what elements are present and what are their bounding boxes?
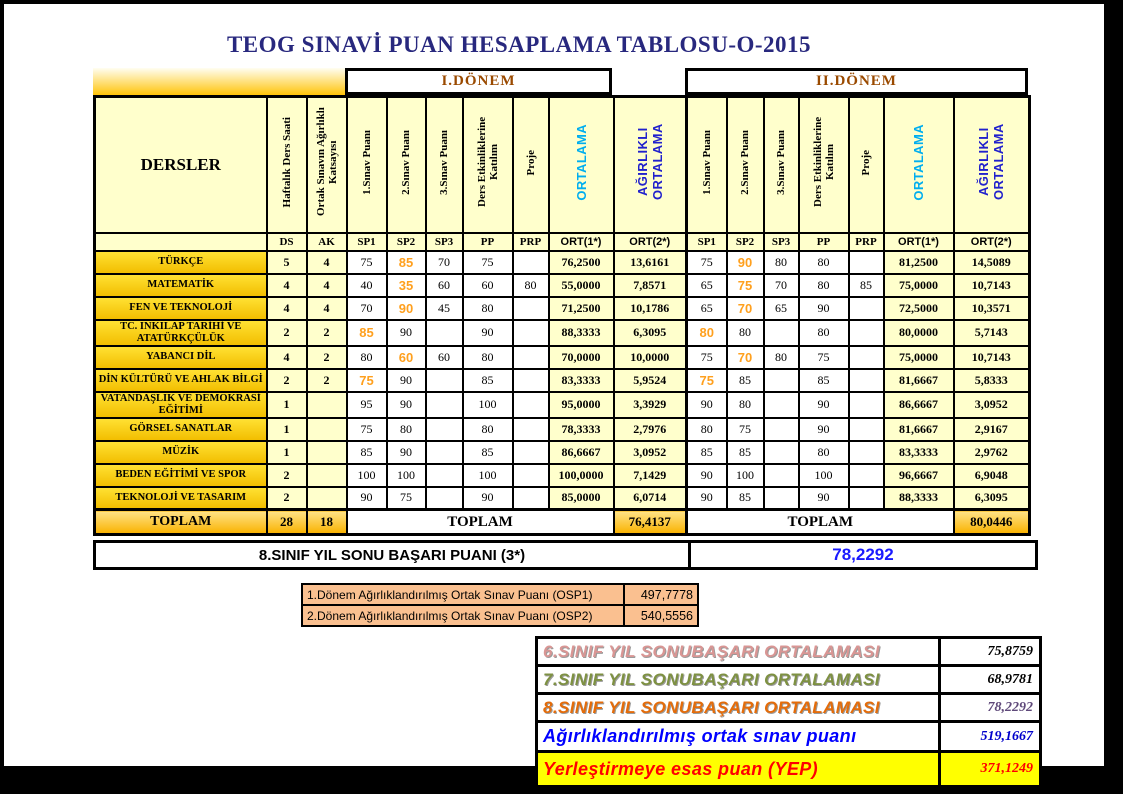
agirlikli-ortalama-value-cell: 7,8571	[614, 274, 687, 297]
column-header-exam: 3.Sınav Puanı	[764, 97, 799, 233]
column-header-exam: 3.Sınav Puanı	[426, 97, 463, 233]
exam-score-cell: 70	[426, 251, 463, 274]
summary-row-label: Yerleştirmeye esas puan (YEP)	[543, 758, 819, 779]
course-name-cell: YABANCI DİL	[95, 346, 267, 369]
ds-value-cell: 5	[267, 251, 307, 274]
exam-score-cell	[513, 464, 549, 487]
ortalama-value-cell: 70,0000	[549, 346, 614, 369]
course-name-cell: GÖRSEL SANATLAR	[95, 418, 267, 441]
column-header-exam: 2.Sınav Puanı	[727, 97, 764, 233]
course-name-cell: MATEMATİK	[95, 274, 267, 297]
exam-score-cell	[849, 297, 884, 320]
exam-score-cell	[849, 346, 884, 369]
column-header-ortalama: ORTALAMA	[884, 97, 954, 233]
course-name-cell: TEKNOLOJİ VE TASARIM	[95, 487, 267, 510]
exam-score-cell	[849, 464, 884, 487]
exam-score-cell: 90	[727, 251, 764, 274]
agirlikli-ortalama-value-cell: 2,9167	[954, 418, 1030, 441]
agirlikli-ortalama-value-cell: 10,0000	[614, 346, 687, 369]
toplam-mid-label-d1: TOPLAM	[347, 510, 614, 535]
exam-score-cell: 90	[799, 487, 849, 510]
exam-score-cell: 80	[764, 251, 799, 274]
summary-row-value: 75,8759	[938, 639, 1039, 664]
ortalama-value-cell: 75,0000	[884, 274, 954, 297]
exam-score-cell	[849, 441, 884, 464]
ds-value-cell: 2	[267, 369, 307, 392]
exam-score-cell	[849, 369, 884, 392]
course-name-cell: VATANDAŞLIK VE DEMOKRASİ EĞİTİMİ	[95, 392, 267, 418]
course-name-cell: FEN VE TEKNOLOJİ	[95, 297, 267, 320]
exam-score-cell: 90	[387, 392, 426, 418]
column-header-ortalama: ORTALAMA	[549, 97, 614, 233]
column-header-exam: Proje	[513, 97, 549, 233]
exam-score-cell	[764, 441, 799, 464]
column-header-exam: Proje	[849, 97, 884, 233]
summary-row-value: 519,1667	[938, 723, 1039, 750]
toplam-label: TOPLAM	[95, 510, 267, 535]
summary-row-3	[538, 720, 1039, 750]
exam-score-cell: 80	[799, 251, 849, 274]
code-ao: ORT(2*)	[954, 233, 1030, 251]
year-end-score-band	[93, 540, 1038, 570]
exam-score-cell: 80	[799, 274, 849, 297]
code-sp: PP	[463, 233, 513, 251]
ortalama-value-cell: 71,2500	[549, 297, 614, 320]
code-sp: SP1	[347, 233, 387, 251]
exam-score-cell: 60	[426, 346, 463, 369]
exam-score-cell: 60	[463, 274, 513, 297]
exam-score-cell: 90	[799, 297, 849, 320]
code-sp: PRP	[849, 233, 884, 251]
summary-row-0	[538, 639, 1039, 664]
exam-score-cell: 75	[347, 418, 387, 441]
exam-score-cell: 75	[727, 274, 764, 297]
ds-value-cell: 4	[267, 297, 307, 320]
exam-score-cell: 80	[687, 320, 727, 346]
exam-score-cell	[513, 297, 549, 320]
osp1-row	[303, 585, 697, 604]
exam-score-cell: 90	[687, 464, 727, 487]
exam-score-cell: 85	[849, 274, 884, 297]
exam-score-cell: 80	[463, 297, 513, 320]
ortalama-value-cell: 86,6667	[884, 392, 954, 418]
exam-score-cell	[764, 464, 799, 487]
ak-value-cell	[307, 487, 347, 510]
exam-score-cell	[426, 464, 463, 487]
column-header-exam: Ders Etkinliklerine Katılım	[799, 97, 849, 233]
ortalama-value-cell: 88,3333	[884, 487, 954, 510]
osp-table	[301, 583, 699, 627]
semester1-header: I.DÖNEM	[345, 68, 612, 95]
exam-score-cell: 80	[799, 441, 849, 464]
exam-score-cell: 100	[387, 464, 426, 487]
exam-score-cell: 90	[387, 320, 426, 346]
osp1-label: 1.Dönem Ağırlıklandırılmış Ortak Sınav Puanı (OSP1)	[307, 587, 593, 602]
exam-score-cell: 90	[347, 487, 387, 510]
exam-score-cell	[849, 320, 884, 346]
exam-score-cell: 65	[764, 297, 799, 320]
code-ao: ORT(2*)	[614, 233, 687, 251]
ortalama-value-cell: 83,3333	[549, 369, 614, 392]
agirlikli-ortalama-value-cell: 14,5089	[954, 251, 1030, 274]
ortalama-value-cell: 72,5000	[884, 297, 954, 320]
column-header-exam: 2.Sınav Puanı	[387, 97, 426, 233]
exam-score-cell: 65	[687, 274, 727, 297]
exam-score-cell: 75	[799, 346, 849, 369]
ds-value-cell: 4	[267, 346, 307, 369]
exam-score-cell: 85	[463, 369, 513, 392]
exam-score-cell: 90	[799, 392, 849, 418]
ortalama-value-cell: 81,6667	[884, 418, 954, 441]
agirlikli-ortalama-value-cell: 6,0714	[614, 487, 687, 510]
exam-score-cell: 85	[347, 320, 387, 346]
agirlikli-ortalama-value-cell: 6,3095	[614, 320, 687, 346]
ak-value-cell: 2	[307, 346, 347, 369]
ortalama-value-cell: 55,0000	[549, 274, 614, 297]
agirlikli-ortalama-value-cell: 2,9762	[954, 441, 1030, 464]
code-ak: AK	[307, 233, 347, 251]
code-ds: DS	[267, 233, 307, 251]
course-name-cell: DİN KÜLTÜRÜ VE AHLAK BİLGİ	[95, 369, 267, 392]
exam-score-cell: 35	[387, 274, 426, 297]
ak-value-cell	[307, 418, 347, 441]
exam-score-cell	[764, 418, 799, 441]
exam-score-cell: 80	[687, 418, 727, 441]
exam-score-cell: 100	[463, 464, 513, 487]
page-title: TEOG SINAVİ PUAN HESAPLAMA TABLOSU-O-2015	[226, 32, 812, 57]
ortalama-value-cell: 81,2500	[884, 251, 954, 274]
exam-score-cell: 85	[463, 441, 513, 464]
exam-score-cell: 60	[387, 346, 426, 369]
exam-score-cell: 100	[799, 464, 849, 487]
exam-score-cell: 100	[727, 464, 764, 487]
column-header-agirlikli-ortalama: AĞIRLIKLI ORTALAMA	[954, 97, 1030, 233]
course-name-cell: BEDEN EĞİTİMİ VE SPOR	[95, 464, 267, 487]
agirlikli-ortalama-value-cell: 10,3571	[954, 297, 1030, 320]
code-sp: SP1	[687, 233, 727, 251]
exam-score-cell: 100	[463, 392, 513, 418]
exam-score-cell	[513, 346, 549, 369]
ortalama-value-cell: 83,3333	[884, 441, 954, 464]
ortalama-value-cell: 81,6667	[884, 369, 954, 392]
score-table	[93, 95, 1031, 536]
agirlikli-ortalama-value-cell: 10,7143	[954, 274, 1030, 297]
exam-score-cell: 85	[347, 441, 387, 464]
exam-score-cell: 85	[687, 441, 727, 464]
exam-score-cell: 90	[387, 297, 426, 320]
summary-row-value: 371,1249	[938, 753, 1039, 785]
agirlikli-ortalama-value-cell: 10,1786	[614, 297, 687, 320]
code-sp: PRP	[513, 233, 549, 251]
ak-value-cell: 4	[307, 274, 347, 297]
exam-score-cell	[426, 320, 463, 346]
code-ort: ORT(1*)	[884, 233, 954, 251]
agirlikli-ortalama-value-cell: 6,9048	[954, 464, 1030, 487]
exam-score-cell: 85	[727, 369, 764, 392]
exam-score-cell	[426, 369, 463, 392]
summary-row-1	[538, 664, 1039, 692]
exam-score-cell: 80	[727, 320, 764, 346]
exam-score-cell	[513, 251, 549, 274]
ds-value-cell: 2	[267, 487, 307, 510]
exam-score-cell: 80	[347, 346, 387, 369]
course-name-cell: TC. INKILAP TARİHİ VE ATATÜRKÇÜLÜK	[95, 320, 267, 346]
exam-score-cell	[849, 487, 884, 510]
exam-score-cell	[513, 487, 549, 510]
ds-value-cell: 2	[267, 320, 307, 346]
column-header-exam: Ders Etkinliklerine Katılım	[463, 97, 513, 233]
agirlikli-ortalama-value-cell: 2,7976	[614, 418, 687, 441]
summary-row-value: 78,2292	[938, 695, 1039, 720]
summary-row-value: 68,9781	[938, 667, 1039, 692]
toplam-mid-label-d2: TOPLAM	[687, 510, 954, 535]
exam-score-cell: 90	[687, 392, 727, 418]
toplam-d1-total: 76,4137	[614, 510, 687, 535]
exam-score-cell: 75	[347, 369, 387, 392]
ak-value-cell: 2	[307, 369, 347, 392]
exam-score-cell: 75	[727, 418, 764, 441]
agirlikli-ortalama-value-cell: 13,6161	[614, 251, 687, 274]
ortalama-value-cell: 76,2500	[549, 251, 614, 274]
column-header-exam: 1.Sınav Puanı	[347, 97, 387, 233]
exam-score-cell	[426, 487, 463, 510]
column-header-ak: Ortak Sınavın Ağırlıklı Katsayısı	[307, 97, 347, 233]
ds-value-cell: 1	[267, 392, 307, 418]
exam-score-cell	[764, 392, 799, 418]
column-header-ds: Haftalık Ders Saati	[267, 97, 307, 233]
exam-score-cell: 60	[426, 274, 463, 297]
osp2-label: 2.Dönem Ağırlıklandırılmış Ortak Sınav Puanı (OSP2)	[307, 608, 593, 623]
exam-score-cell	[764, 320, 799, 346]
ortalama-value-cell: 75,0000	[884, 346, 954, 369]
exam-score-cell: 90	[799, 418, 849, 441]
exam-score-cell: 100	[347, 464, 387, 487]
exam-score-cell: 80	[387, 418, 426, 441]
exam-score-cell: 90	[387, 369, 426, 392]
exam-score-cell: 70	[727, 297, 764, 320]
exam-score-cell	[426, 392, 463, 418]
exam-score-cell: 85	[387, 251, 426, 274]
column-header-dersler: DERSLER	[95, 97, 267, 233]
exam-score-cell: 80	[727, 392, 764, 418]
exam-score-cell: 45	[426, 297, 463, 320]
exam-score-cell: 85	[727, 487, 764, 510]
ortalama-value-cell: 86,6667	[549, 441, 614, 464]
exam-score-cell: 75	[463, 251, 513, 274]
agirlikli-ortalama-value-cell: 6,3095	[954, 487, 1030, 510]
exam-score-cell	[513, 369, 549, 392]
agirlikli-ortalama-value-cell: 5,9524	[614, 369, 687, 392]
ds-value-cell: 1	[267, 418, 307, 441]
exam-score-cell: 75	[687, 369, 727, 392]
exam-score-cell	[764, 369, 799, 392]
sheet-canvas	[4, 4, 1104, 779]
agirlikli-ortalama-value-cell: 10,7143	[954, 346, 1030, 369]
column-header-agirlikli-ortalama: AĞIRLIKLI ORTALAMA	[614, 97, 687, 233]
ortalama-value-cell: 80,0000	[884, 320, 954, 346]
exam-score-cell: 70	[727, 346, 764, 369]
exam-score-cell: 40	[347, 274, 387, 297]
ak-value-cell: 2	[307, 320, 347, 346]
exam-score-cell: 75	[687, 346, 727, 369]
exam-score-cell: 80	[764, 346, 799, 369]
exam-score-cell	[513, 418, 549, 441]
ak-value-cell	[307, 392, 347, 418]
exam-score-cell	[849, 418, 884, 441]
code-sp: PP	[799, 233, 849, 251]
summary-row-label: Ağırlıklandırılmış ortak sınav puanı	[543, 726, 857, 746]
ds-value-cell: 4	[267, 274, 307, 297]
exam-score-cell: 75	[387, 487, 426, 510]
code-sp: SP2	[387, 233, 426, 251]
subheader-corner-cell	[95, 233, 267, 251]
toplam-d2-total: 80,0446	[954, 510, 1030, 535]
exam-score-cell: 90	[687, 487, 727, 510]
code-sp: SP3	[764, 233, 799, 251]
exam-score-cell: 75	[687, 251, 727, 274]
exam-score-cell: 85	[799, 369, 849, 392]
agirlikli-ortalama-value-cell: 3,0952	[954, 392, 1030, 418]
exam-score-cell: 65	[687, 297, 727, 320]
agirlikli-ortalama-value-cell: 3,0952	[614, 441, 687, 464]
ds-value-cell: 1	[267, 441, 307, 464]
semester2-header: II.DÖNEM	[685, 68, 1028, 95]
exam-score-cell: 70	[347, 297, 387, 320]
toplam-ds-value: 28	[267, 510, 307, 535]
exam-score-cell: 90	[387, 441, 426, 464]
code-ort: ORT(1*)	[549, 233, 614, 251]
osp2-value: 540,5556	[623, 606, 697, 625]
exam-score-cell: 95	[347, 392, 387, 418]
ortalama-value-cell: 88,3333	[549, 320, 614, 346]
ortalama-value-cell: 95,0000	[549, 392, 614, 418]
exam-score-cell: 85	[727, 441, 764, 464]
ortalama-value-cell: 100,0000	[549, 464, 614, 487]
course-name-cell: TÜRKÇE	[95, 251, 267, 274]
exam-score-cell	[426, 418, 463, 441]
exam-score-cell: 80	[463, 418, 513, 441]
year-end-score-value: 78,2292	[832, 545, 894, 564]
ak-value-cell: 4	[307, 251, 347, 274]
course-name-cell: MÜZİK	[95, 441, 267, 464]
agirlikli-ortalama-value-cell: 5,8333	[954, 369, 1030, 392]
year-end-score-label: 8.SINIF YIL SONU BAŞARI PUANI (3*)	[96, 543, 691, 567]
summary-row-2	[538, 692, 1039, 720]
osp2-row	[303, 604, 697, 625]
ak-value-cell: 4	[307, 297, 347, 320]
agirlikli-ortalama-value-cell: 7,1429	[614, 464, 687, 487]
exam-score-cell	[849, 392, 884, 418]
toplam-ak-value: 18	[307, 510, 347, 535]
ak-value-cell	[307, 464, 347, 487]
ak-value-cell	[307, 441, 347, 464]
code-sp: SP2	[727, 233, 764, 251]
exam-score-cell: 75	[347, 251, 387, 274]
code-sp: SP3	[426, 233, 463, 251]
exam-score-cell	[513, 392, 549, 418]
exam-score-cell: 70	[764, 274, 799, 297]
exam-score-cell	[849, 251, 884, 274]
column-header-exam: 1.Sınav Puanı	[687, 97, 727, 233]
ds-value-cell: 2	[267, 464, 307, 487]
exam-score-cell: 90	[463, 487, 513, 510]
exam-score-cell	[764, 487, 799, 510]
summary-row-label: 8.SINIF YIL SONUBAŞARI ORTALAMASI	[543, 697, 880, 717]
exam-score-cell	[426, 441, 463, 464]
ortalama-value-cell: 78,3333	[549, 418, 614, 441]
top-left-gradient-band	[93, 68, 345, 95]
summary-table	[535, 636, 1042, 788]
agirlikli-ortalama-value-cell: 5,7143	[954, 320, 1030, 346]
agirlikli-ortalama-value-cell: 3,3929	[614, 392, 687, 418]
ortalama-value-cell: 85,0000	[549, 487, 614, 510]
osp1-value: 497,7778	[623, 585, 697, 604]
summary-row-label: 7.SINIF YIL SONUBAŞARI ORTALAMASI	[543, 669, 880, 689]
exam-score-cell: 90	[463, 320, 513, 346]
summary-row-label: 6.SINIF YIL SONUBAŞARI ORTALAMASI	[543, 641, 880, 661]
exam-score-cell: 80	[799, 320, 849, 346]
exam-score-cell: 80	[513, 274, 549, 297]
exam-score-cell	[513, 320, 549, 346]
ortalama-value-cell: 96,6667	[884, 464, 954, 487]
summary-row-4	[538, 750, 1039, 785]
exam-score-cell: 80	[463, 346, 513, 369]
exam-score-cell	[513, 441, 549, 464]
